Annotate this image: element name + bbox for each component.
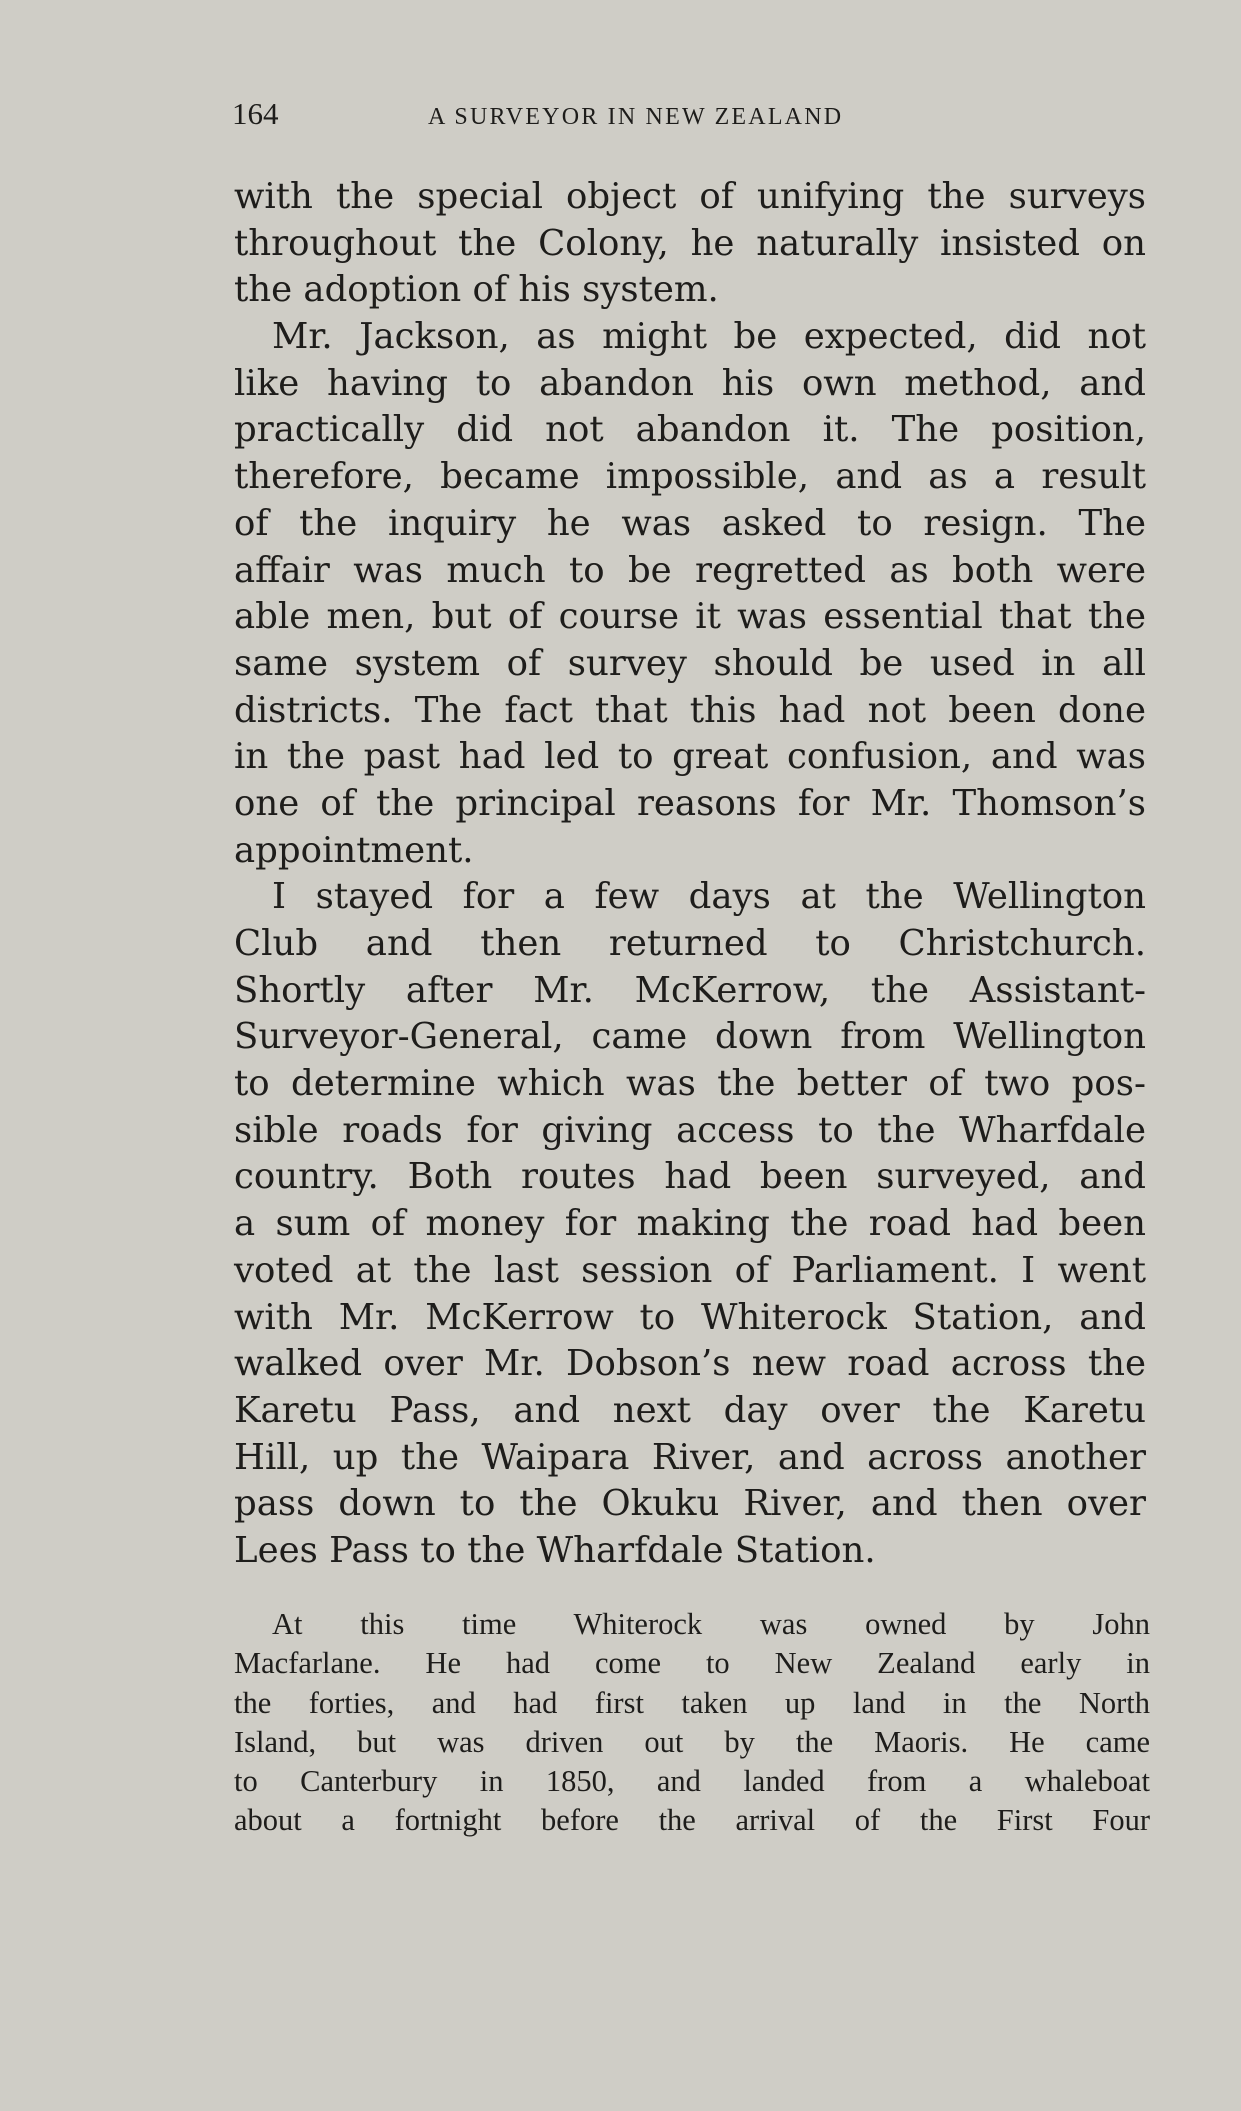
text-line: appointment. bbox=[234, 829, 474, 871]
footnote-line: Macfarlane. He had come to New Zealand early in bbox=[234, 1646, 1150, 1681]
text-line: pass down to the Okuku River, and then over bbox=[234, 1483, 1146, 1525]
text-line: able men, but of course it was essential that the bbox=[234, 596, 1146, 638]
text-line: Surveyor-General, came down from Wellington bbox=[234, 1016, 1146, 1058]
text-line: districts. The fact that this had not been done bbox=[234, 689, 1146, 731]
text-line: Shortly after Mr. McKerrow, the Assistant- bbox=[234, 969, 1146, 1011]
text-line: I stayed for a few days at the Wellington bbox=[272, 876, 1146, 918]
text-line: therefore, became impossible, and as a result bbox=[234, 456, 1146, 498]
footnote-line: to Canterbury in 1850, and landed from a whaleboat bbox=[234, 1764, 1150, 1799]
footnote-line: At this time Whiterock was owned by John bbox=[272, 1607, 1150, 1641]
text-line: of the inquiry he was asked to resign. The bbox=[234, 502, 1146, 544]
footnote-line: the forties, and had first taken up land in the North bbox=[234, 1685, 1150, 1720]
page-number: 164 bbox=[232, 96, 279, 131]
footnote bbox=[234, 1605, 1150, 1841]
text-line: practically did not abandon it. The position, bbox=[234, 409, 1146, 451]
text-line: like having to abandon his own method, and bbox=[234, 362, 1146, 404]
text-line: Mr. Jackson, as might be expected, did not bbox=[272, 316, 1146, 358]
text-line: voted at the last session of Parliament. I went bbox=[234, 1249, 1146, 1291]
text-line: throughout the Colony, he naturally insisted on bbox=[234, 222, 1146, 264]
running-title: A SURVEYOR IN NEW ZEALAND bbox=[428, 104, 844, 130]
text-line: to determine which was the better of two pos- bbox=[234, 1063, 1146, 1105]
text-line: the adoption of his system. bbox=[234, 269, 719, 311]
text-line: a sum of money for making the road had been bbox=[234, 1203, 1146, 1245]
text-line: with the special object of unifying the surveys bbox=[234, 176, 1146, 217]
running-head bbox=[232, 96, 1152, 136]
text-line: Club and then returned to Christchurch. bbox=[234, 923, 1146, 964]
text-line: in the past had led to great confusion, and was bbox=[234, 736, 1146, 778]
text-line: walked over Mr. Dobson’s new road across the bbox=[234, 1343, 1146, 1385]
body-text bbox=[234, 174, 1146, 1575]
text-line: sible roads for giving access to the Wharfdale bbox=[234, 1109, 1146, 1151]
text-line: Karetu Pass, and next day over the Karetu bbox=[234, 1389, 1146, 1431]
text-line: country. Both routes had been surveyed, and bbox=[234, 1156, 1146, 1198]
text-line: with Mr. McKerrow to Whiterock Station, and bbox=[234, 1296, 1146, 1338]
footnote-line: Island, but was driven out by the Maoris. He came bbox=[234, 1724, 1150, 1759]
footnote-line: about a fortnight before the arrival of the First Four bbox=[234, 1803, 1150, 1838]
text-line: Hill, up the Waipara River, and across another bbox=[234, 1436, 1146, 1478]
text-line: one of the principal reasons for Mr. Thomson’s bbox=[234, 782, 1146, 824]
text-line: affair was much to be regretted as both were bbox=[234, 549, 1146, 591]
text-line: Lees Pass to the Wharfdale Station. bbox=[234, 1529, 876, 1571]
text-line: same system of survey should be used in all bbox=[234, 642, 1146, 684]
